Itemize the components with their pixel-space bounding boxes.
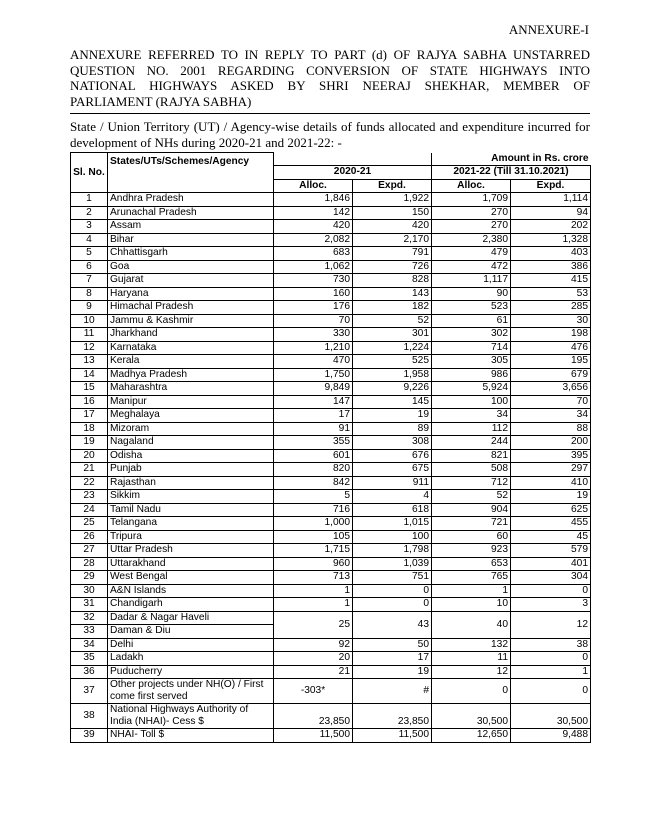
expd-2020: 911 (353, 476, 432, 490)
alloc-2020: 1,210 (274, 341, 353, 355)
alloc-2020: 1,750 (274, 368, 353, 382)
expd-2021: 304 (511, 571, 591, 585)
state-name: Arunachal Pradesh (108, 206, 274, 220)
expd-2021: 625 (511, 503, 591, 517)
expd-2021: 3 (511, 598, 591, 612)
alloc-2020: 23,850 (274, 704, 353, 729)
header-row-1 (71, 153, 591, 166)
state-name: Bihar (108, 233, 274, 247)
state-name: Uttar Pradesh (108, 544, 274, 558)
sl-no: 27 (71, 544, 108, 558)
state-name: Kerala (108, 355, 274, 369)
alloc-2020: 601 (274, 449, 353, 463)
alloc-2021: 1,117 (432, 274, 511, 288)
alloc-2020: 1 (274, 584, 353, 598)
state-name: Tripura (108, 530, 274, 544)
alloc-2021: 2,380 (432, 233, 511, 247)
alloc-2021: 132 (432, 638, 511, 652)
expd-2020: 1,039 (353, 557, 432, 571)
table-row (71, 584, 591, 598)
table-row (71, 638, 591, 652)
sl-no: 32 (71, 611, 108, 625)
table-row (71, 328, 591, 342)
expd-2021: 3,656 (511, 382, 591, 396)
table-row (71, 341, 591, 355)
alloc-2020: 355 (274, 436, 353, 450)
sl-no: 10 (71, 314, 108, 328)
expd-2021: 0 (511, 679, 591, 704)
alloc-2020: 960 (274, 557, 353, 571)
expd-2021: 579 (511, 544, 591, 558)
alloc-2020: 105 (274, 530, 353, 544)
expd-2021: 401 (511, 557, 591, 571)
table-row (71, 287, 591, 301)
expd-2020: 145 (353, 395, 432, 409)
expd-2020: 0 (353, 584, 432, 598)
expd-2020: 1,958 (353, 368, 432, 382)
sl-no: 1 (71, 193, 108, 207)
alloc-2020: 683 (274, 247, 353, 261)
expd-2021: 285 (511, 301, 591, 315)
expd-2020: 828 (353, 274, 432, 288)
alloc-2020: 1,846 (274, 193, 353, 207)
sl-no: 2 (71, 206, 108, 220)
header-blank (274, 153, 432, 166)
expd-2020: 143 (353, 287, 432, 301)
alloc-2020: 730 (274, 274, 353, 288)
state-name: Chhattisgarh (108, 247, 274, 261)
alloc-2021: 30,500 (432, 704, 511, 729)
alloc-2020: 70 (274, 314, 353, 328)
alloc-2020: 21 (274, 665, 353, 679)
state-name: Nagaland (108, 436, 274, 450)
state-name: Mizoram (108, 422, 274, 436)
expd-2021: 200 (511, 436, 591, 450)
alloc-2021: 302 (432, 328, 511, 342)
sl-no: 14 (71, 368, 108, 382)
state-name: A&N Islands (108, 584, 274, 598)
expd-2020: # (353, 679, 432, 704)
state-name: Tamil Nadu (108, 503, 274, 517)
header-expd-2: Expd. (511, 179, 591, 193)
sl-no: 16 (71, 395, 108, 409)
expd-2021: 415 (511, 274, 591, 288)
alloc-2021: 1,709 (432, 193, 511, 207)
expd-2021: 1,328 (511, 233, 591, 247)
expd-2021: 202 (511, 220, 591, 234)
state-name: Jharkhand (108, 328, 274, 342)
state-name: Odisha (108, 449, 274, 463)
header-year1: 2020-21 (274, 166, 432, 180)
expd-2020: 301 (353, 328, 432, 342)
sl-no: 24 (71, 503, 108, 517)
table-row (71, 436, 591, 450)
header-state: States/UTs/Schemes/Agency (108, 153, 274, 193)
alloc-2021: 923 (432, 544, 511, 558)
sl-no: 37 (71, 679, 108, 704)
alloc-2020: 1,715 (274, 544, 353, 558)
alloc-2021: 765 (432, 571, 511, 585)
table-row (71, 463, 591, 477)
state-name: NHAI- Toll $ (108, 729, 274, 743)
alloc-2020: -303* (274, 679, 353, 704)
expd-2021: 386 (511, 260, 591, 274)
table-row (71, 503, 591, 517)
sl-no: 36 (71, 665, 108, 679)
expd-2020: 751 (353, 571, 432, 585)
sl-no: 9 (71, 301, 108, 315)
expd-2020: 89 (353, 422, 432, 436)
alloc-2021: 112 (432, 422, 511, 436)
expd-2020: 52 (353, 314, 432, 328)
sl-no: 39 (71, 729, 108, 743)
alloc-2020: 91 (274, 422, 353, 436)
alloc-2020: 330 (274, 328, 353, 342)
header-alloc-2: Alloc. (432, 179, 511, 193)
sl-no: 25 (71, 517, 108, 531)
sl-no: 20 (71, 449, 108, 463)
state-name: Madhya Pradesh (108, 368, 274, 382)
expd-2021: 455 (511, 517, 591, 531)
expd-2020: 19 (353, 409, 432, 423)
table-row (71, 247, 591, 261)
alloc-2021: 10 (432, 598, 511, 612)
alloc-2021: 244 (432, 436, 511, 450)
table-row (71, 206, 591, 220)
state-name: Gujarat (108, 274, 274, 288)
expd-2021: 53 (511, 287, 591, 301)
expd-2020: 308 (353, 436, 432, 450)
expd-2020: 1,015 (353, 517, 432, 531)
alloc-2021: 34 (432, 409, 511, 423)
alloc-2020: 11,500 (274, 729, 353, 743)
expd-2021: 30,500 (511, 704, 591, 729)
state-name: Karnataka (108, 341, 274, 355)
expd-2020: 50 (353, 638, 432, 652)
alloc-2021: 5,924 (432, 382, 511, 396)
table-row (71, 368, 591, 382)
expd-2020: 1,224 (353, 341, 432, 355)
alloc-2021: 904 (432, 503, 511, 517)
state-name: Sikkim (108, 490, 274, 504)
alloc-2020: 1 (274, 598, 353, 612)
table-row (71, 557, 591, 571)
alloc-2020: 713 (274, 571, 353, 585)
table-row (71, 544, 591, 558)
expd-2021: 476 (511, 341, 591, 355)
expd-2020: 0 (353, 598, 432, 612)
expd-2021: 94 (511, 206, 591, 220)
alloc-2021: 986 (432, 368, 511, 382)
sl-no: 5 (71, 247, 108, 261)
table-row (71, 260, 591, 274)
alloc-2021: 52 (432, 490, 511, 504)
table-row (71, 490, 591, 504)
sl-no: 38 (71, 704, 108, 729)
alloc-2020: 5 (274, 490, 353, 504)
expd-2020: 150 (353, 206, 432, 220)
state-name: Punjab (108, 463, 274, 477)
table-row (71, 233, 591, 247)
alloc-2020: 92 (274, 638, 353, 652)
sl-no: 28 (71, 557, 108, 571)
expd-2020: 17 (353, 652, 432, 666)
alloc-2020: 420 (274, 220, 353, 234)
alloc-2021: 270 (432, 220, 511, 234)
table-row (71, 611, 591, 625)
funds-table (70, 152, 591, 743)
state-name: Goa (108, 260, 274, 274)
expd-2021: 395 (511, 449, 591, 463)
table-row (71, 571, 591, 585)
sl-no: 26 (71, 530, 108, 544)
sl-no: 19 (71, 436, 108, 450)
alloc-2021: 721 (432, 517, 511, 531)
table-row (71, 409, 591, 423)
state-name: National Highways Authority of India (NHAI)- Cess $ (108, 704, 274, 729)
expd-2020: 182 (353, 301, 432, 315)
sl-no: 11 (71, 328, 108, 342)
alloc-2020: 1,000 (274, 517, 353, 531)
table-row (71, 395, 591, 409)
table-row (71, 476, 591, 490)
expd-2020: 1,798 (353, 544, 432, 558)
header-alloc-1: Alloc. (274, 179, 353, 193)
alloc-2021: 12,650 (432, 729, 511, 743)
state-name: Other projects under NH(O) / First come first served (108, 679, 274, 704)
expd-2021: 198 (511, 328, 591, 342)
sl-no: 35 (71, 652, 108, 666)
expd-2021: 297 (511, 463, 591, 477)
table-row (71, 704, 591, 729)
alloc-2020: 842 (274, 476, 353, 490)
expd-2020: 791 (353, 247, 432, 261)
table-row (71, 517, 591, 531)
expd-2020: 726 (353, 260, 432, 274)
alloc-2020: 716 (274, 503, 353, 517)
alloc-2020: 25 (274, 611, 353, 638)
table-row (71, 314, 591, 328)
alloc-2020: 20 (274, 652, 353, 666)
state-name: Jammu & Kashmir (108, 314, 274, 328)
state-name: Rajasthan (108, 476, 274, 490)
table-row (71, 449, 591, 463)
expd-2021: 45 (511, 530, 591, 544)
state-name: Ladakh (108, 652, 274, 666)
state-name: Daman & Diu (108, 625, 274, 639)
expd-2021: 195 (511, 355, 591, 369)
alloc-2021: 508 (432, 463, 511, 477)
expd-2021: 19 (511, 490, 591, 504)
sl-no: 3 (71, 220, 108, 234)
header-sl-no: Sl. No. (71, 153, 108, 193)
table-row (71, 274, 591, 288)
expd-2020: 420 (353, 220, 432, 234)
alloc-2021: 90 (432, 287, 511, 301)
expd-2020: 1,922 (353, 193, 432, 207)
sl-no: 4 (71, 233, 108, 247)
header-expd-1: Expd. (353, 179, 432, 193)
sl-no: 31 (71, 598, 108, 612)
alloc-2021: 712 (432, 476, 511, 490)
table-row (71, 220, 591, 234)
state-name: Assam (108, 220, 274, 234)
expd-2021: 38 (511, 638, 591, 652)
alloc-2021: 523 (432, 301, 511, 315)
state-name: West Bengal (108, 571, 274, 585)
alloc-2021: 11 (432, 652, 511, 666)
alloc-2020: 470 (274, 355, 353, 369)
expd-2020: 19 (353, 665, 432, 679)
alloc-2021: 653 (432, 557, 511, 571)
table-row (71, 382, 591, 396)
expd-2021: 410 (511, 476, 591, 490)
expd-2020: 525 (353, 355, 432, 369)
expd-2020: 11,500 (353, 729, 432, 743)
expd-2021: 34 (511, 409, 591, 423)
alloc-2021: 0 (432, 679, 511, 704)
sl-no: 15 (71, 382, 108, 396)
table-row (71, 301, 591, 315)
state-name: Himachal Pradesh (108, 301, 274, 315)
sl-no: 7 (71, 274, 108, 288)
sl-no: 34 (71, 638, 108, 652)
table-row (71, 679, 591, 704)
alloc-2020: 147 (274, 395, 353, 409)
alloc-2021: 305 (432, 355, 511, 369)
alloc-2021: 821 (432, 449, 511, 463)
expd-2021: 88 (511, 422, 591, 436)
alloc-2020: 176 (274, 301, 353, 315)
expd-2021: 403 (511, 247, 591, 261)
state-name: Manipur (108, 395, 274, 409)
expd-2021: 30 (511, 314, 591, 328)
table-row (71, 530, 591, 544)
alloc-2020: 2,082 (274, 233, 353, 247)
expd-2021: 9,488 (511, 729, 591, 743)
sl-no: 23 (71, 490, 108, 504)
expd-2021: 1 (511, 665, 591, 679)
alloc-2020: 1,062 (274, 260, 353, 274)
alloc-2021: 40 (432, 611, 511, 638)
alloc-2021: 61 (432, 314, 511, 328)
state-name: Dadar & Nagar Haveli (108, 611, 274, 625)
expd-2020: 9,226 (353, 382, 432, 396)
table-row (71, 598, 591, 612)
state-name: Chandigarh (108, 598, 274, 612)
annexure-label: ANNEXURE-I (508, 22, 589, 37)
expd-2020: 23,850 (353, 704, 432, 729)
table-row (71, 665, 591, 679)
expd-2021: 0 (511, 584, 591, 598)
sl-no: 12 (71, 341, 108, 355)
expd-2020: 2,170 (353, 233, 432, 247)
alloc-2021: 100 (432, 395, 511, 409)
alloc-2021: 714 (432, 341, 511, 355)
sl-no: 29 (71, 571, 108, 585)
expd-2021: 0 (511, 652, 591, 666)
sl-no: 6 (71, 260, 108, 274)
sl-no: 21 (71, 463, 108, 477)
state-name: Puducherry (108, 665, 274, 679)
table-row (71, 355, 591, 369)
state-name: Delhi (108, 638, 274, 652)
sl-no: 17 (71, 409, 108, 423)
intro-text: State / Union Territory (UT) / Agency-wise details of funds allocated and expenditure incurred for development of NHs during 2020-21 and 2021-22: - (70, 119, 590, 150)
expd-2020: 675 (353, 463, 432, 477)
alloc-2021: 479 (432, 247, 511, 261)
alloc-2021: 472 (432, 260, 511, 274)
alloc-2021: 12 (432, 665, 511, 679)
alloc-2020: 9,849 (274, 382, 353, 396)
alloc-2020: 820 (274, 463, 353, 477)
divider (70, 113, 590, 114)
table-row (71, 193, 591, 207)
state-name: Telangana (108, 517, 274, 531)
state-name: Andhra Pradesh (108, 193, 274, 207)
expd-2020: 100 (353, 530, 432, 544)
table-row (71, 729, 591, 743)
expd-2020: 43 (353, 611, 432, 638)
amount-note: Amount in Rs. crore (432, 153, 591, 166)
sl-no: 30 (71, 584, 108, 598)
alloc-2021: 270 (432, 206, 511, 220)
sl-no: 22 (71, 476, 108, 490)
alloc-2021: 60 (432, 530, 511, 544)
state-name: Meghalaya (108, 409, 274, 423)
state-name: Haryana (108, 287, 274, 301)
expd-2020: 4 (353, 490, 432, 504)
expd-2021: 1,114 (511, 193, 591, 207)
header-year2: 2021-22 (Till 31.10.2021) (432, 166, 591, 180)
sl-no: 18 (71, 422, 108, 436)
alloc-2020: 142 (274, 206, 353, 220)
expd-2021: 679 (511, 368, 591, 382)
state-name: Uttarakhand (108, 557, 274, 571)
table-row (71, 652, 591, 666)
sl-no: 33 (71, 625, 108, 639)
alloc-2020: 160 (274, 287, 353, 301)
sl-no: 8 (71, 287, 108, 301)
expd-2020: 676 (353, 449, 432, 463)
expd-2021: 70 (511, 395, 591, 409)
alloc-2020: 17 (274, 409, 353, 423)
document-heading: ANNEXURE REFERRED TO IN REPLY TO PART (d) OF RAJYA SABHA UNSTARRED QUESTION NO. 2001 REGARDING CONVERSION OF STATE HIGHWAYS INTO NATIONAL HIGHWAYS ASKED BY SHRI NEERAJ SHEKHAR, MEMBER OF PARLIAMENT (RAJYA SABHA) (70, 47, 590, 109)
table-row (71, 422, 591, 436)
expd-2021: 12 (511, 611, 591, 638)
alloc-2021: 1 (432, 584, 511, 598)
expd-2020: 618 (353, 503, 432, 517)
state-name: Maharashtra (108, 382, 274, 396)
sl-no: 13 (71, 355, 108, 369)
